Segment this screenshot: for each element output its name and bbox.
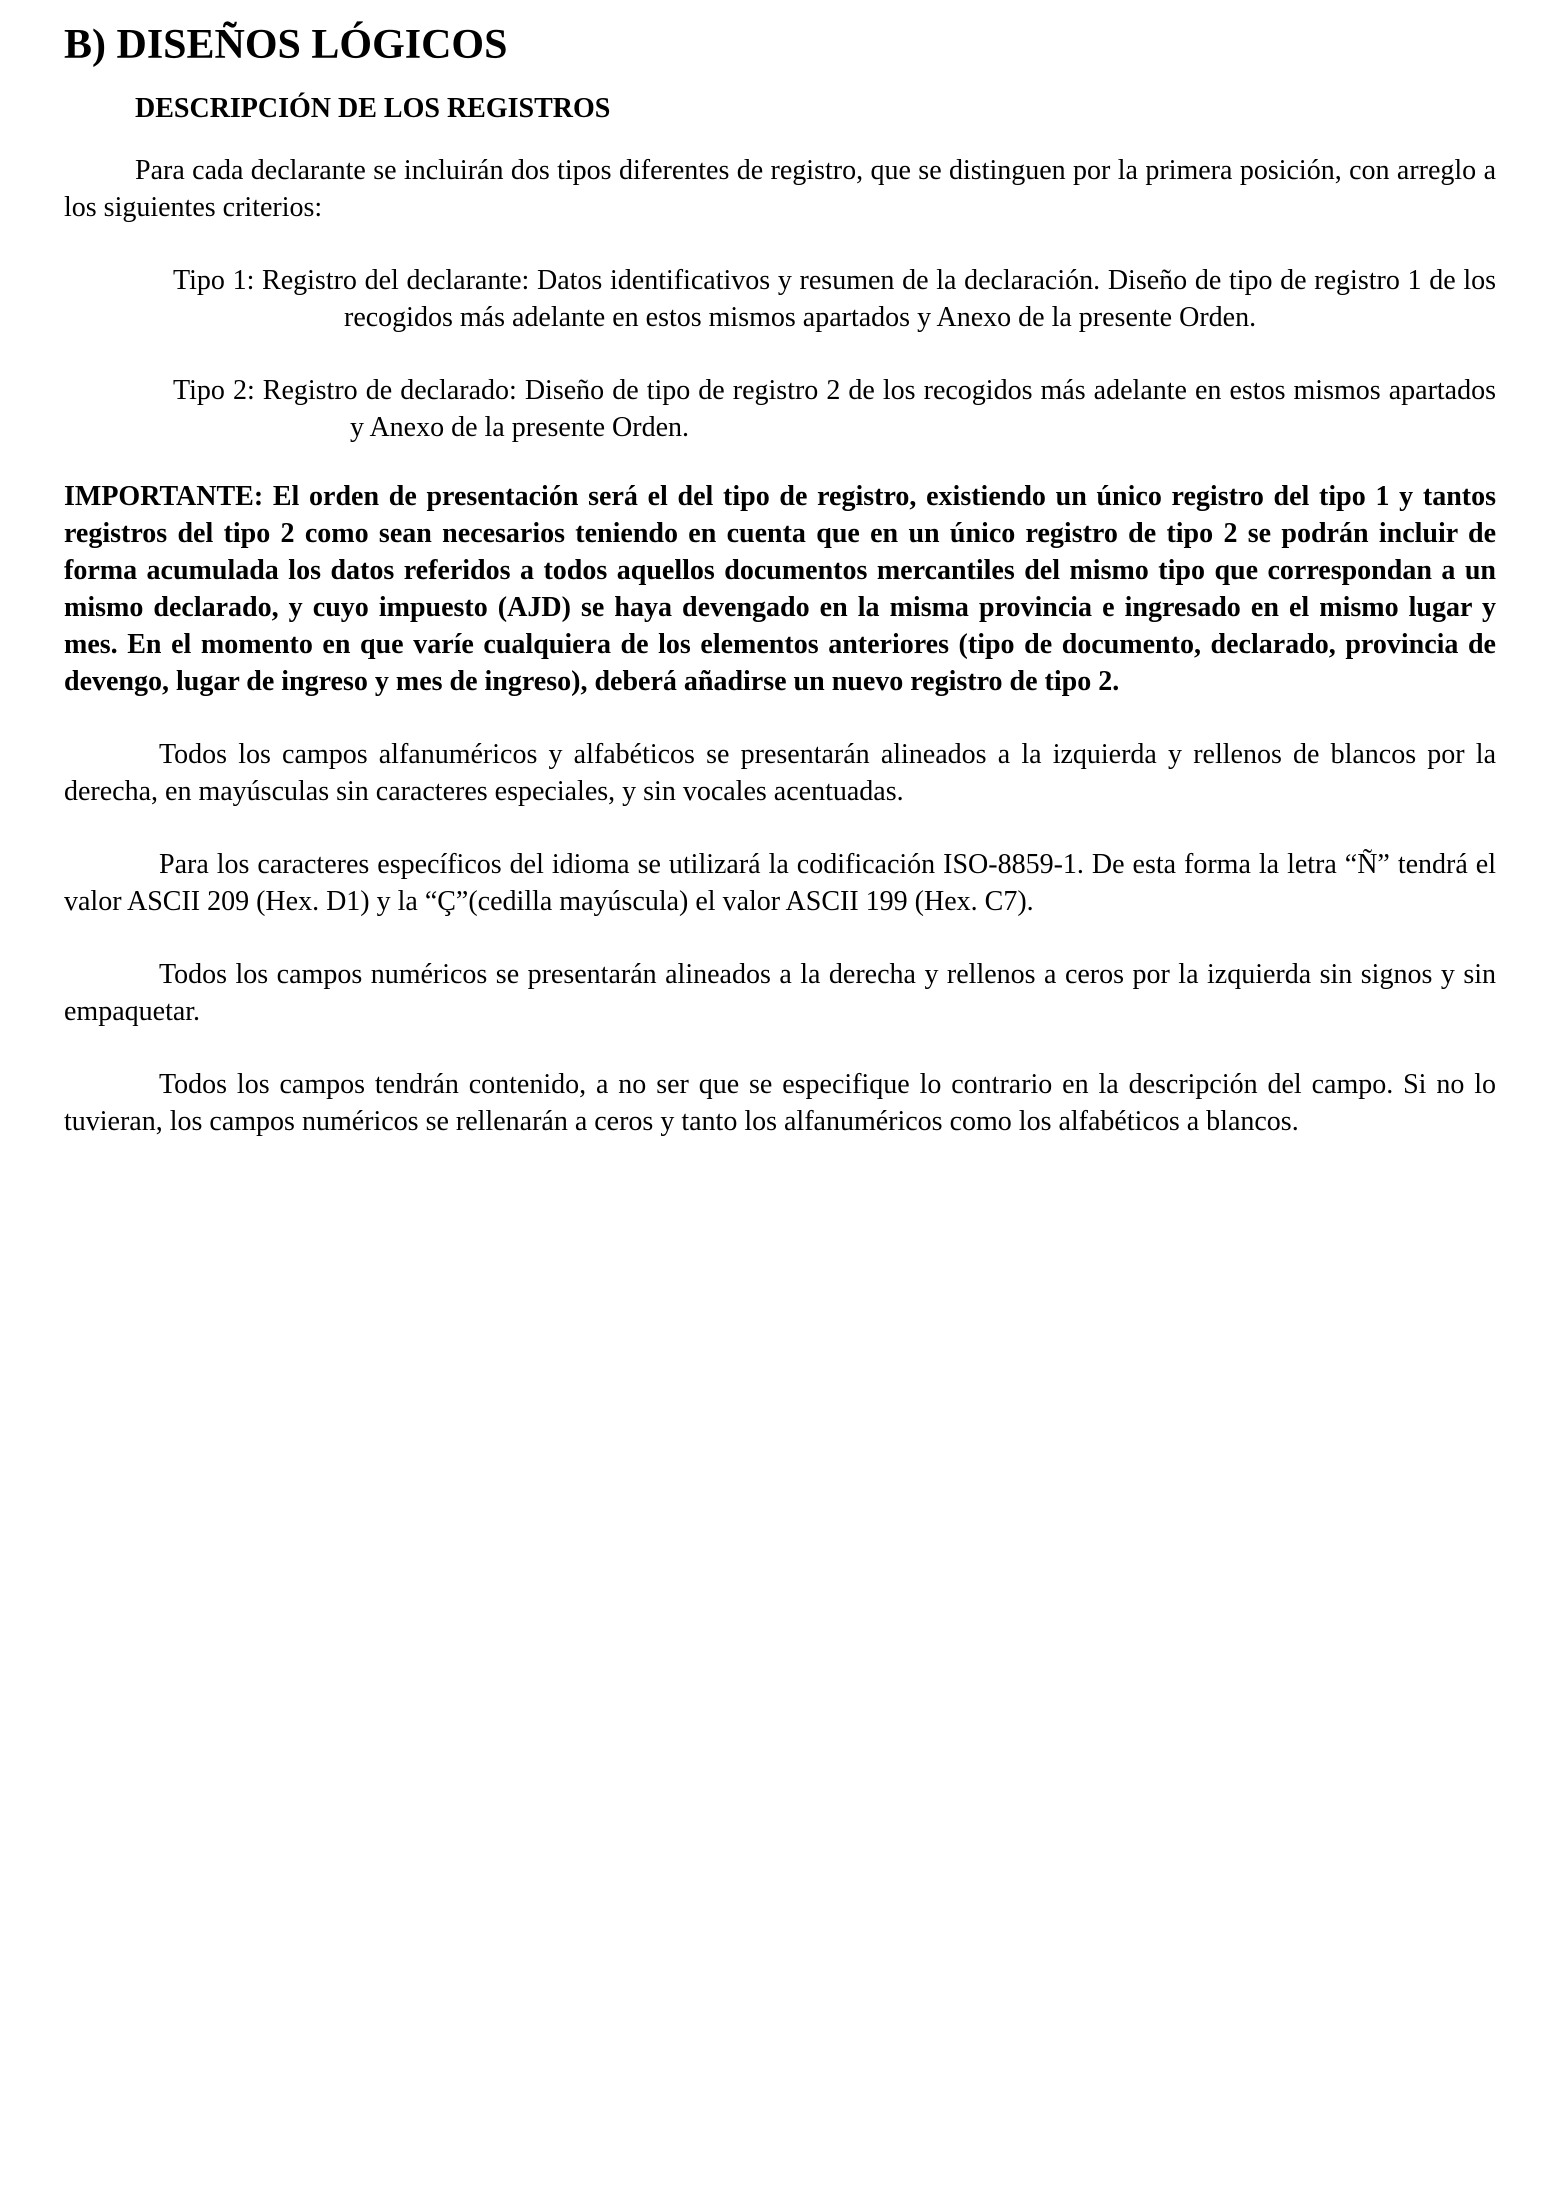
record-type-2: Tipo 2: Registro de declarado: Diseño de tipo de registro 2 de los recogidos más adelante en estos mismos apartados y Anexo de la presente Orden. xyxy=(173,375,1496,443)
subsection-title: DESCRIPCIÓN DE LOS REGISTROS xyxy=(135,93,611,124)
encoding-paragraph: Para los caracteres específicos del idioma se utilizará la codificación ISO-8859-1. De esta forma la letra “Ñ” tendrá el valor ASCII 209 (Hex. D1) y la “Ç”(cedilla mayúscula) el valor ASCII 199 (Hex. C7). xyxy=(64,849,1496,917)
field-content-paragraph: Todos los campos tendrán contenido, a no ser que se especifique lo contrario en la descripción del campo. Si no lo tuvieran, los campos numéricos se rellenarán a ceros y tanto los alfanuméricos como los alfabéticos a blancos. xyxy=(64,1069,1496,1137)
section-title: B) DISEÑOS LÓGICOS xyxy=(64,22,508,68)
important-notice: IMPORTANTE: El orden de presentación será el del tipo de registro, existiendo un único registro del tipo 1 y tantos registros del tipo 2 como sean necesarios teniendo en cuenta que en un único registro de tipo 2 se podrán incluir de forma acumulada los datos referidos a todos aquellos documentos mercantiles del mismo tipo que correspondan a un mismo declarado, y cuyo impuesto (AJD) se haya devengado en la misma provincia e ingresado en el mismo lugar y mes. En el momento en que varíe cualquiera de los elementos anteriores (tipo de documento, declarado, provincia de devengo, lugar de ingreso y mes de ingreso), deberá añadirse un nuevo registro de tipo 2. xyxy=(64,481,1496,697)
intro-paragraph: Para cada declarante se incluirán dos tipos diferentes de registro, que se distinguen por la primera posición, con arreglo a los siguientes criterios: xyxy=(64,155,1496,223)
document-page xyxy=(64,20,1496,1176)
record-type-1: Tipo 1: Registro del declarante: Datos identificativos y resumen de la declaración. Diseño de tipo de registro 1 de los recogidos más adelante en estos mismos apartados y Anexo de la presente Orden. xyxy=(173,265,1496,333)
numeric-fields-paragraph: Todos los campos numéricos se presentarán alineados a la derecha y rellenos a ceros por la izquierda sin signos y sin empaquetar. xyxy=(64,959,1496,1027)
alphanumeric-fields-paragraph: Todos los campos alfanuméricos y alfabéticos se presentarán alineados a la izquierda y rellenos de blancos por la derecha, en mayúsculas sin caracteres especiales, y sin vocales acentuadas. xyxy=(64,739,1496,807)
